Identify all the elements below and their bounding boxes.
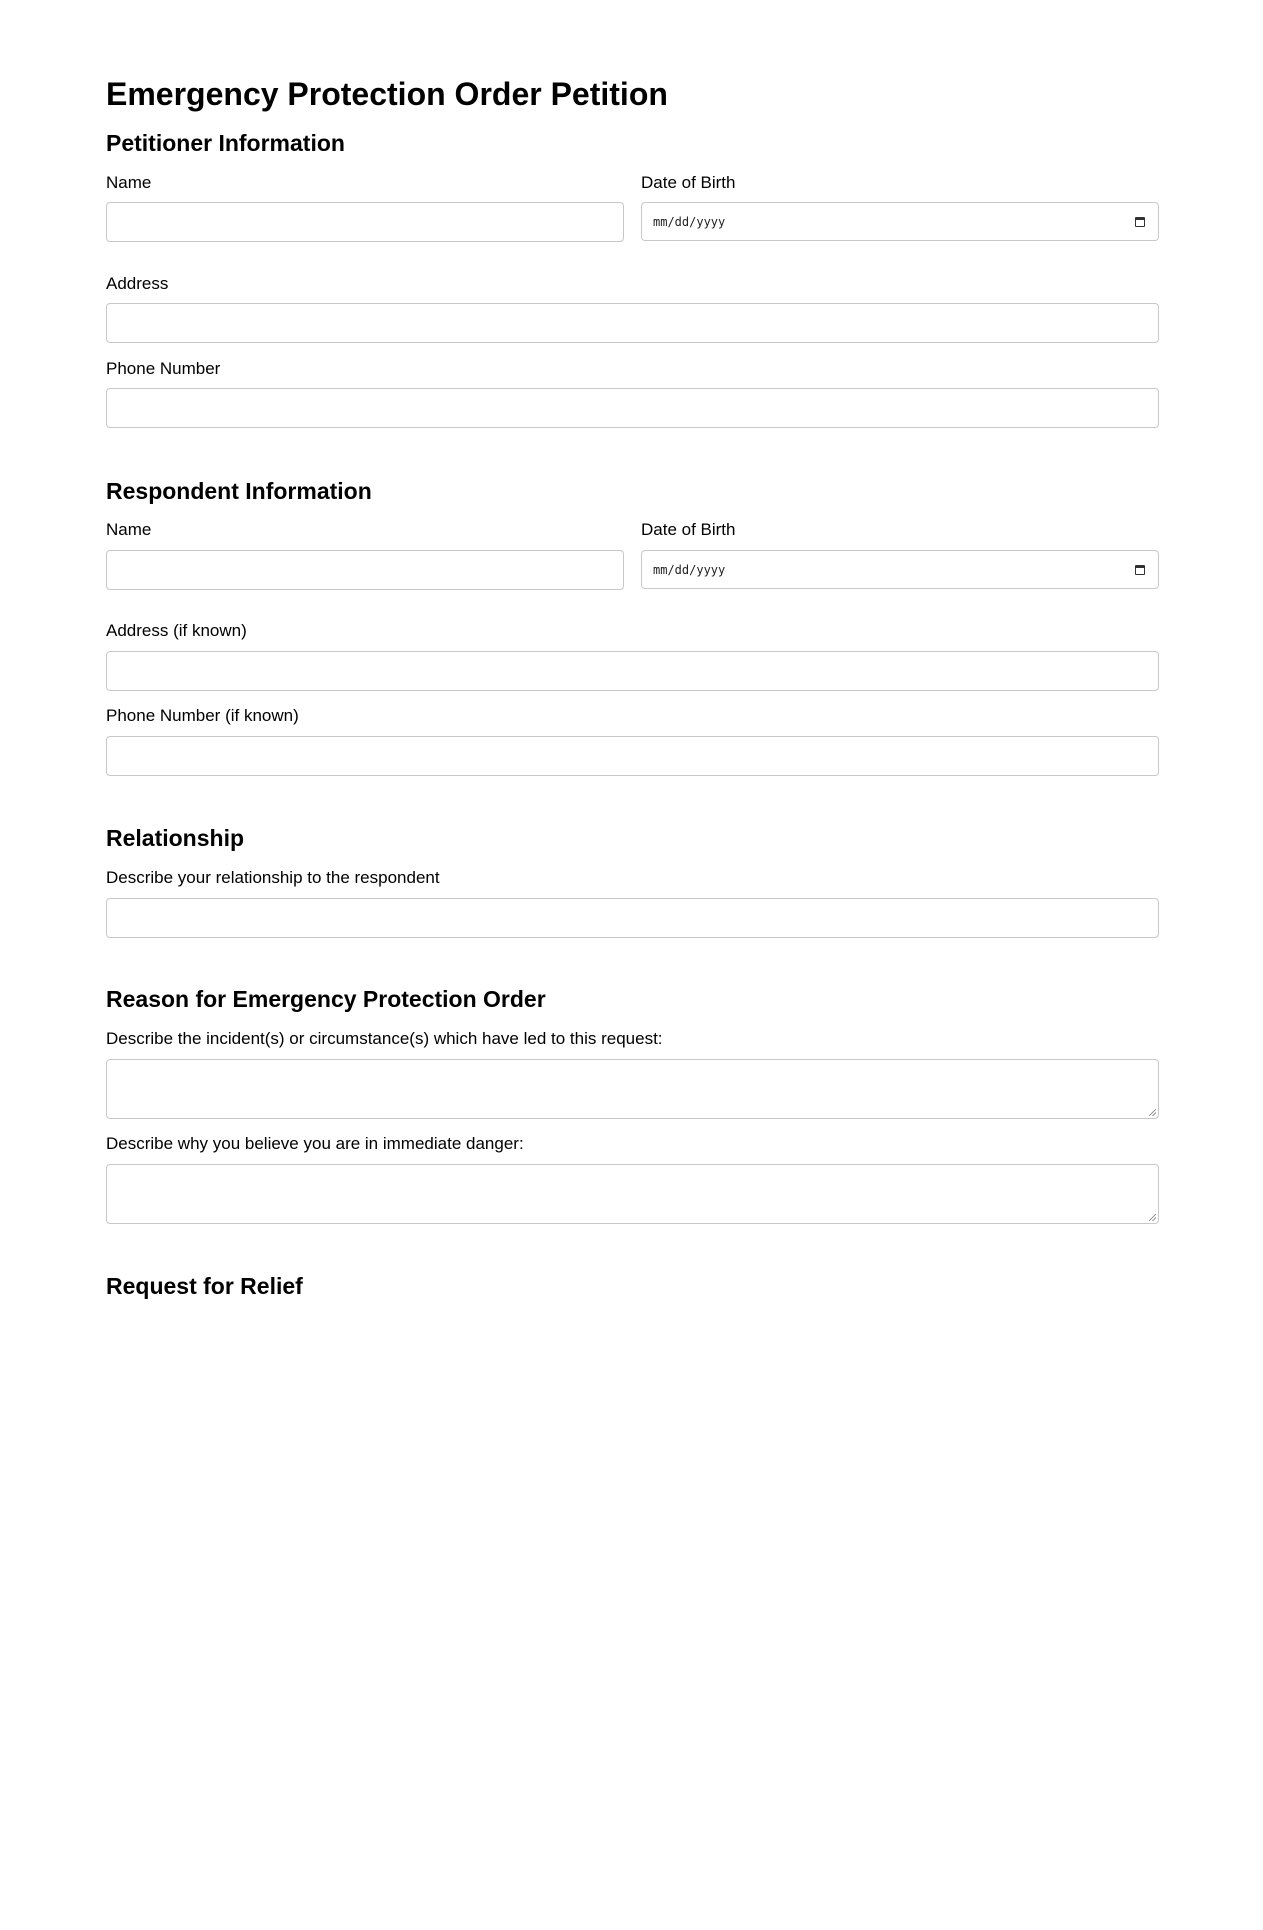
respondent-dob-placeholder: mm/dd/yyyy (653, 562, 726, 577)
petitioner-dob-label: Date of Birth (641, 173, 736, 192)
danger-textarea[interactable] (106, 1164, 1159, 1224)
petitioner-name-label: Name (106, 173, 152, 192)
petitioner-address-label: Address (106, 274, 169, 293)
respondent-dob-label: Date of Birth (641, 520, 736, 539)
petitioner-dob-placeholder: mm/dd/yyyy (653, 214, 726, 229)
respondent-name-label: Name (106, 520, 152, 539)
respondent-name-input[interactable] (106, 550, 624, 590)
incident-label: Describe the incident(s) or circumstance(s) which have led to this request: (106, 1029, 663, 1048)
reason-heading: Reason for Emergency Protection Order (106, 986, 546, 1012)
relationship-heading: Relationship (106, 825, 245, 851)
petitioner-dob-input[interactable] (641, 202, 1159, 241)
relationship-label: Describe your relationship to the respondent (106, 868, 440, 887)
relationship-input[interactable] (106, 898, 1159, 938)
respondent-phone-label: Phone Number (if known) (106, 706, 299, 725)
petitioner-phone-label: Phone Number (106, 359, 221, 378)
respondent-phone-input[interactable] (106, 736, 1159, 776)
petitioner-name-input[interactable] (106, 202, 624, 242)
respondent-heading: Respondent Information (106, 478, 372, 504)
petitioner-address-input[interactable] (106, 303, 1159, 343)
danger-label: Describe why you believe you are in immediate danger: (106, 1134, 524, 1153)
incident-textarea[interactable] (106, 1059, 1159, 1119)
respondent-dob-input[interactable] (641, 550, 1159, 589)
petitioner-phone-input[interactable] (106, 388, 1159, 428)
relief-heading: Request for Relief (106, 1273, 303, 1299)
resize-handle-icon[interactable] (1149, 1109, 1156, 1116)
respondent-address-label: Address (if known) (106, 621, 247, 640)
respondent-address-input[interactable] (106, 651, 1159, 691)
calendar-icon[interactable] (1135, 217, 1145, 227)
petitioner-heading: Petitioner Information (106, 130, 345, 156)
resize-handle-icon[interactable] (1149, 1214, 1156, 1221)
page-title: Emergency Protection Order Petition (106, 76, 668, 112)
calendar-icon[interactable] (1135, 565, 1145, 575)
